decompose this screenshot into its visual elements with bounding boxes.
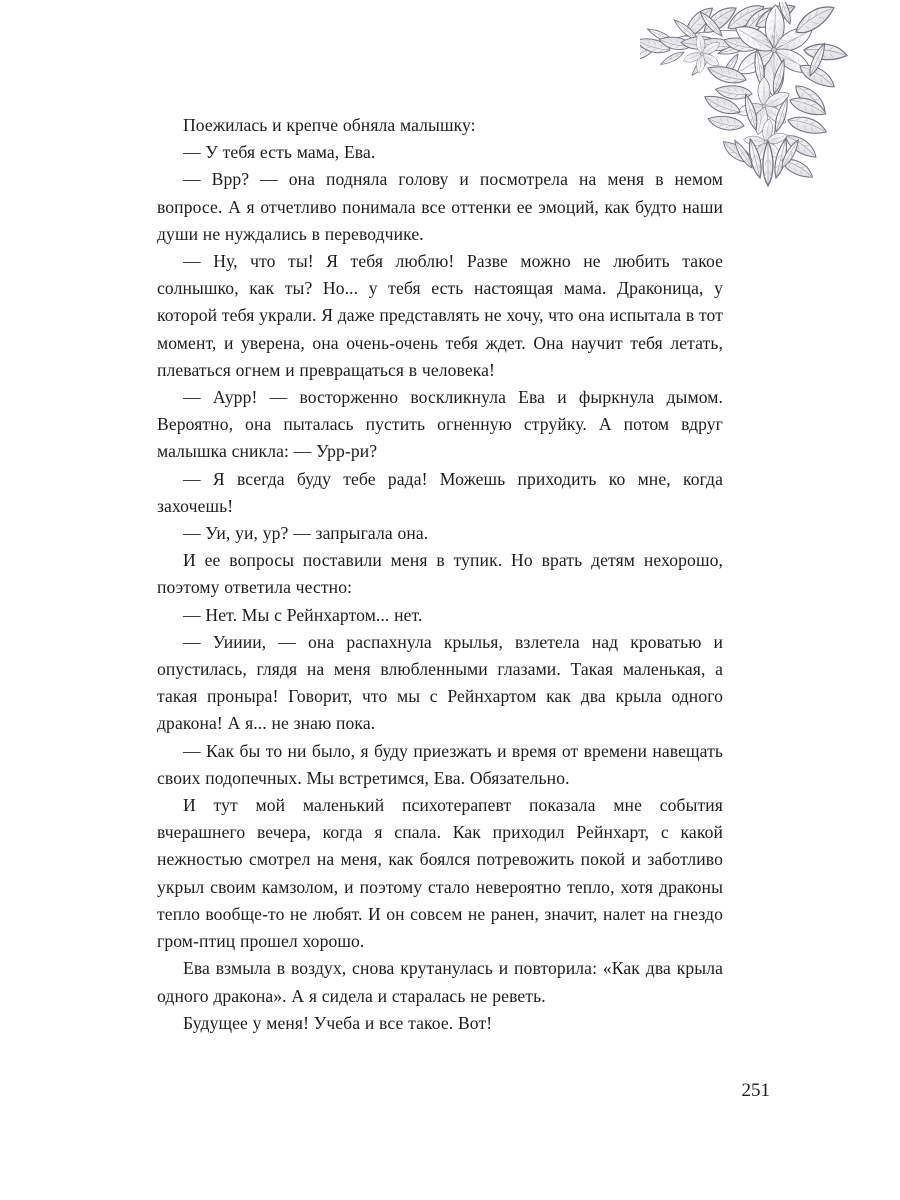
paragraph: И тут мой маленький психотерапевт показала мне события вчерашнего вечера, когда я спала. Как приходил Рейнхарт, с какой нежностью смотрел на меня, как боялся потревожить покой и заботливо укрыл своим камзолом, и поэтому стало невероятно тепло, хотя драконы тепло вообще-то не любят. И он совсем не ранен, значит, налет на гнездо гром-птиц прошел хорошо.: [157, 795, 723, 952]
paragraph: Поежилась и крепче обняла малышку:: [183, 115, 476, 135]
paragraph: — Уи, уи, ур? — запрыгала она.: [183, 523, 429, 544]
paragraph: — Ну, что ты! Я тебя люблю! Разве можно не любить такое солнышко, как ты? Но... у тебя есть настоящая мама. Драконица, у которой тебя украли. Я даже представлять не хочу, что она испытала в тот момент, и уверена, она очень-очень тебя ждет. Она научит тебя летать, плеваться огнем и превращаться в человека!: [157, 251, 723, 380]
paragraph: — Я всегда буду тебе рада! Можешь приходить ко мне, когда захочешь!: [157, 468, 723, 516]
page-text-body: [157, 112, 723, 1037]
paragraph: — Врр? — она подняла голову и посмотрела на меня в немом вопросе. А я отчетливо понимала все оттенки ее эмоций, как будто наши души не нуждались в переводчике.: [157, 169, 723, 244]
paragraph: — Как бы то ни было, я буду приезжать и время от времени навещать своих подопечных. Мы встретимся, Ева. Обязательно.: [157, 740, 723, 788]
paragraph: Ева взмыла в воздух, снова крутанулась и повторила: «Как два крыла одного дракона». А я сидела и старалась не реветь.: [157, 958, 723, 1006]
page-number: 251: [741, 1080, 770, 1101]
paragraph: И ее вопросы поставили меня в тупик. Но врать детям нехорошо, поэтому ответила честно:: [157, 550, 723, 598]
paragraph: — Нет. Мы с Рейнхартом... нет.: [183, 604, 423, 625]
paragraph: — У тебя есть мама, Ева.: [183, 142, 376, 163]
paragraph: — Аурр! — восторженно воскликнула Ева и фыркнула дымом. Вероятно, она пыталась пустить огненную струйку. А потом вдруг малышка сникла: — Урр-ри?: [157, 387, 723, 462]
paragraph: — Уииии, — она распахнула крылья, взлетела над кроватью и опустилась, глядя на меня влюбленными глазами. Такая маленькая, а такая проныра! Говорит, что мы с Рейнхартом как два крыла одного дракона! А я... не знаю пока.: [157, 631, 723, 734]
paragraph: Будущее у меня! Учеба и все такое. Вот!: [183, 1012, 493, 1033]
